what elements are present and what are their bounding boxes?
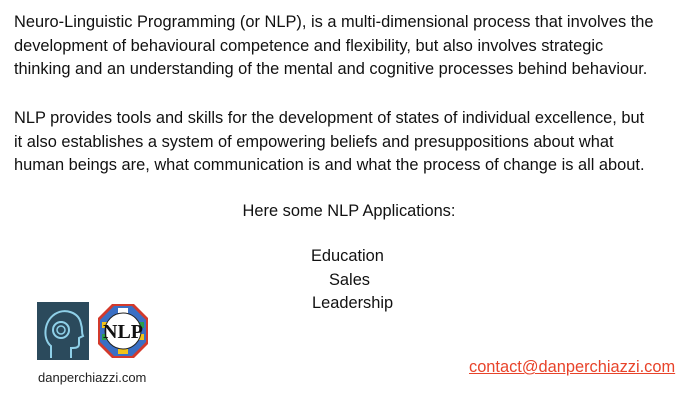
head-profile-icon [37,302,89,360]
application-item-sales: Sales [329,271,371,289]
text-line: Neuro-Linguistic Programming (or NLP), is a multi-dimensional process that involves the [14,13,654,31]
nlp-emblem-icon [96,302,150,360]
application-item-leadership: Leadership [312,294,394,312]
text-line: NLP provides tools and skills for the development of states of individual excellence, but [14,109,645,127]
text-line: human beings are, what communication is and what the process of change is all about. [14,156,645,174]
tools-paragraph [14,107,694,178]
nlp-logo-text: NLP [103,321,143,343]
text-line: thinking and an understanding of the mental and cognitive processes behind behaviour. [14,60,648,78]
application-item-education: Education [311,247,384,265]
text-line: development of behavioural competence and flexibility, but also involves strategic [14,36,604,55]
text-line: it also establishes a system of empowering beliefs and presuppositions about what [14,132,614,151]
applications-heading: Here some NLP Applications: [242,202,456,220]
intro-paragraph [14,11,694,82]
website-label: danperchiazzi.com [38,370,147,385]
contact-email-link[interactable]: contact@danperchiazzi.com [469,358,676,376]
